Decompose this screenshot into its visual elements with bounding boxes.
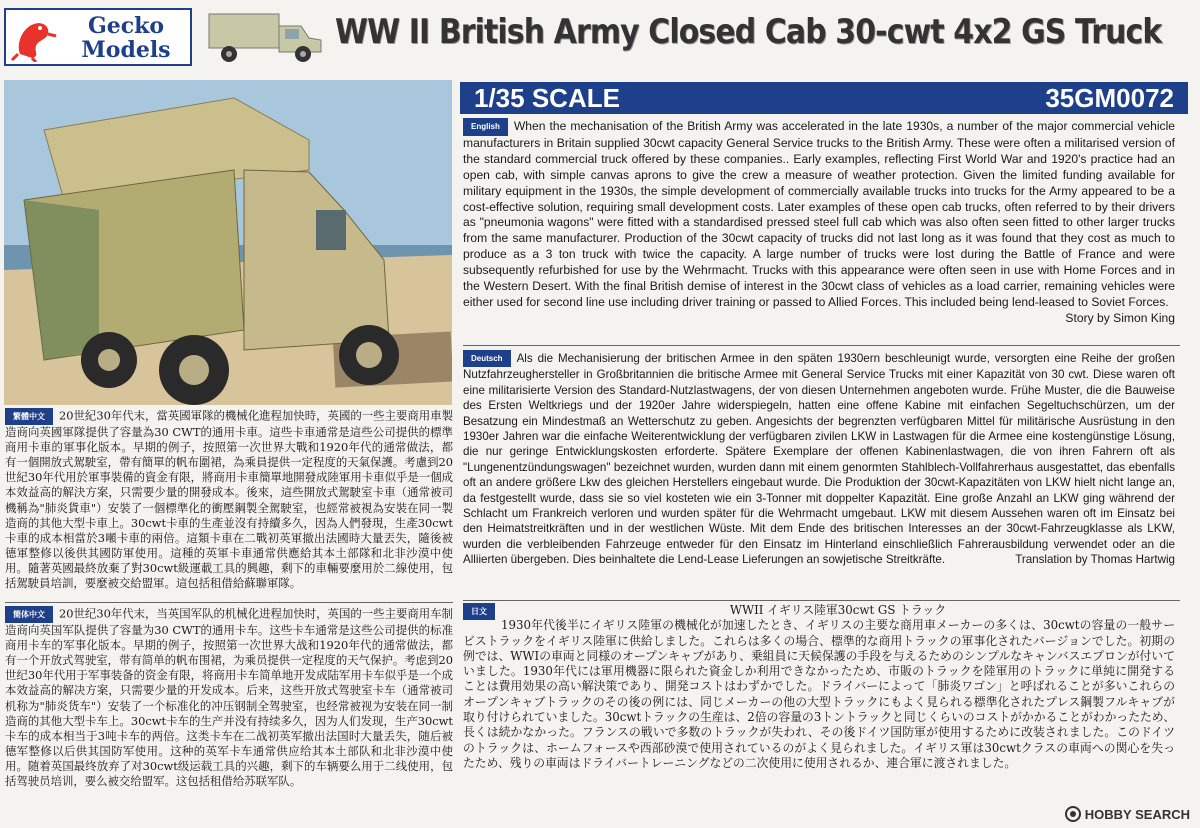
- scale-label: 1/35 SCALE: [474, 82, 620, 113]
- japanese-section: [463, 603, 1175, 771]
- english-section: [463, 118, 1175, 327]
- page-header: [0, 0, 1200, 75]
- traditional-chinese-text: 20世紀30年代末，當英國軍隊的機械化進程加快時，英國的一些主要商用車製造商向英國軍隊提供了容量為30 CWT的通用卡車。這些卡車通常是這些公司提供的標準商用卡車的軍事化版本。早期的例子，按照第一次世界大戰和1920年代的通常做法，都有一個開放式駕駛室，帶有簡單的帆布圍裙，為乘員提供一定程度的天氣保護。考慮到20世紀30年代用於軍事裝備的資金有限，將商用卡車簡單地開發成陸軍用卡車似乎是一個成本效益高的解決方案，只需要少量的開發成本。後來，這些開放式駕駛室卡車（通常被司機稱為"肺炎貨車"）安裝了一個標準化的衝壓鋼製全駕駛室，也經常被視為安裝在同一製造商的其他大型卡車上。30cwt卡車的生產並沒有持續多久，因為人們發現，生產30cwt卡車的成本相當於3噸卡車的兩倍。這類卡車在二戰初英軍撤出法國時大量丟失，隨後被德軍整修以後供其國防軍使用。這種的英軍卡車通常供應給其本土部隊和北非沙漠中使用。隨著英國最終放棄了對30cwt級運載工具的興趣，剩下的車輛要麼用於二線使用，包括駕駛員培訓，要麼被交給盟軍。這包括租借給蘇聯軍隊。: [5, 408, 453, 591]
- watermark-text: HOBBY SEARCH: [1084, 806, 1190, 822]
- simplified-chinese-section: [5, 606, 453, 789]
- deutsch-text: Als die Mechanisierung der britischen Armee in den späten 1930ern beschleunigt wurde, versorgten eine Reihe der großen Nutzfahrzeughersteller in Großbritannien die britische Armee mit General Service Trucks mit einer Kapazität von 30 cwt. Diese waren oft eine militarisierte Version des Standard-Nutzlastwagens, der von diesen Unternehmen angeboten wurde. Frühe Muster, die die Bauweise des Ersten Weltkriegs und der 1920er Jahre widerspiegeln, hatten eine offene Kabine mit einfachen Segeltuchschürzen, um der Besatzung ein Mindestmaß an Wetterschutz zu geben. Angesichts der begrenzten verfügbaren Mittel für militärische Ausrüstung in den 1930er Jahren war die einfache Weiterentwicklung der verfügbaren zivilen LKW in Lastwagen für die Armee eine kostengünstige Lösung, die nur geringe Entwicklungskosten erforderte. Spätere Exemplare der offenen Kabinenlastwagen, die von ihren Fahrern oft als "Lungenentzündungswagen" bezeichnet wurden, wurden dann mit einem genormten Stahlblech-Vollfahrerhaus ausgestattet, das ebenfalls oft an andere größere Lkw des gleichen Herstellers eingebaut wurde. Die Produktion der 30cwt-Kapazitäten von LKW hielt nicht lange an, da festgestellt wurde, dass sie so viel kosteten wie ein 3-Tonner mit doppelter Kapazität. Eine große Anzahl an LKW ging während der Schlacht um Frankreich verloren und wurden später für die Wehrmacht umgebaut. LKW mit diesem Aussehen waren oft im Einsatz bei den Heimatstreitkräften und in der westlichen Wüste. Mit dem Ende des britischen Interesses an der 30cwt-Fahrzeugklasse als LKW, wurden die verbleibenden Fahrzeuge entweder für den Einsatz im Hinterland einschließlich Fahrerausbildung verwendet oder an die Alliierten übergeben. Dies beinhaltete die Lend-Lease Lieferungen an sowjetische Streitkräfte.: [463, 351, 1175, 567]
- divider: [5, 602, 453, 603]
- hobby-search-logo-icon: [1065, 806, 1081, 822]
- deutsch-section: [463, 350, 1175, 568]
- traditional-chinese-section: [5, 408, 453, 591]
- truck-side-icon: [205, 4, 325, 66]
- lang-tag-traditional-chinese: 繁體中文: [5, 408, 53, 425]
- divider: [463, 345, 1180, 346]
- lang-tag-simplified-chinese: 簡体中文: [5, 606, 53, 623]
- gecko-icon: [10, 14, 60, 62]
- english-credit: Story by Simon King: [1065, 310, 1175, 325]
- logo-line1: Gecko: [87, 13, 165, 39]
- japanese-heading: WWII イギリス陸軍30cwt GS トラック: [729, 603, 947, 617]
- truck-illustration: [4, 80, 452, 405]
- lang-tag-english: English: [463, 118, 508, 136]
- lang-tag-deutsch: Deutsch: [463, 350, 511, 367]
- truck-photo: [4, 80, 452, 405]
- scale-bar: [460, 82, 1188, 114]
- page-title: WW II British Army Closed Cab 30-cwt 4x2 GS Truck: [335, 12, 1162, 52]
- hobby-search-watermark: [1065, 806, 1190, 822]
- japanese-text: 1930年代後半にイギリス陸軍の機械化が加速したとき、イギリスの主要な商用車メーカーの多くは、30cwtの容量の一般サービストラックをイギリス陸軍に供給しました。これらは多くの場合、標準的な商用トラックの軍事化されたバージョンでした。初期の例では、WWIの車両と同様のオープンキャブがあり、乗組員に天候保護の手段を与えるためのシンプルなキャンバスエプロンが付いていました。1930年代には軍用機器に限られた資金しか利用できなかったため、市販のトラックを陸軍用のトラックに単純に開発することは費用効果の高い解決策であり、開発コストはわずかでした。ドライバーによって「肺炎ワゴン」と呼ばれることが多いこれらのオープンキャブトラックのその後の例には、同じメーカーの他の大型トラックにもよく見られる標準化されたプレス鋼製フルキャブが取り付けられていました。30cwtトラックの生産は、2倍の容量の3トントラックと同じくらいのコストがかかることがわかったため、長くは続かなかった。フランスの戦いで多数のトラックが失われ、その後ドイツ国防軍が使用するために改装されました。このドイツのトラックは、ホームフォースや西部砂漠で使用されているのがよく見られました。イギリス軍は30cwtクラスの車両への関心を失ったため、残りの車両はドライバートレーニングなどの二次使用に使用されるか、連合軍に渡されました。: [463, 618, 1175, 770]
- english-text: When the mechanisation of the British Army was accelerated in the late 1930s, a number of the major commercial vehicle manufacturers in Britain supplied 30cwt capacity General Service trucks to the British Army. These were often a militarised version of the standard commercial truck offered by these companies.. Early examples, reflecting First World War and 1920's practice had an open cab, with simple canvas aprons to give the crew a measure of weather protection. Given the limited funding available for military equipment in the 1930s, the simple development of commercially available trucks into trucks for the Army appeared to be a cost-effective solution, requiring small development costs. Later examples of these open cab trucks, often referred to by their drivers as "pneumonia wagons" were fitted with a standardised pressed steel full cab which was also often seen fitted to other larger trucks from the same manufacturer. Production of the 30cwt capacity of trucks did not last long as it was found that they cost as much to produce as a 3 ton truck with twice the capacity. A large number of trucks were lost during the Battle of France and were subsequently refurbished for use by the Wehrmacht. Trucks with this appearance were often seen in use with Home Forces and in the Western Desert. With the final British demise of interest in the 30cwt class of vehicles as a load carrier, remaining vehicles were either used for second line use including driver training or passed to Allied Forces. This included being lend-leased to Soviet Forces.: [463, 119, 1175, 309]
- product-code: 35GM0072: [1045, 82, 1174, 113]
- divider: [463, 600, 1180, 601]
- lang-tag-japanese: 日文: [463, 603, 495, 620]
- deutsch-credit: Translation by Thomas Hartwig: [1015, 553, 1175, 567]
- simplified-chinese-text: 20世纪30年代末，当英国军队的机械化进程加快时，英国的一些主要商用车制造商向英国军队提供了容量为30 CWT的通用卡车。这些卡车通常是这些公司提供的标准商用卡车的军事化版本。早期的例子，按照第一次世界大战和1920年代的通常做法，都有一个开放式驾驶室，带有简单的帆布围裙，为乘员提供一定程度的天气保护。考虑到20世纪30年代用于军事装备的资金有限，将商用卡车简单地开发成陆军用卡车似乎是一个成本效益高的解决方案，只需要少量的开发成本。后来，这些开放式驾驶室卡车（通常被司机称为"肺炎货车"）安装了一个标准化的冲压钢制全驾驶室，也经常被视为安装在同一制造商的其他大型卡车上。30cwt卡车的生产并没有持续多久，因为人们发现，生产30cwt卡车的成本相当于3吨卡车的两倍。这类卡车在二战初英军撤出法国时大量丢失，随后被德军整修以后供其国防军使用。这种的英军卡车通常供应给其本土部队和北非沙漠中使用。随着英国最终放弃了对30cwt级运载工具的兴趣，剩下的车辆要么用于二线使用，包括驾驶员培训，要么被交给盟军。这包括租借给苏联军队。: [5, 606, 453, 789]
- gecko-models-logo: [4, 8, 192, 66]
- logo-line2: Models: [81, 37, 171, 63]
